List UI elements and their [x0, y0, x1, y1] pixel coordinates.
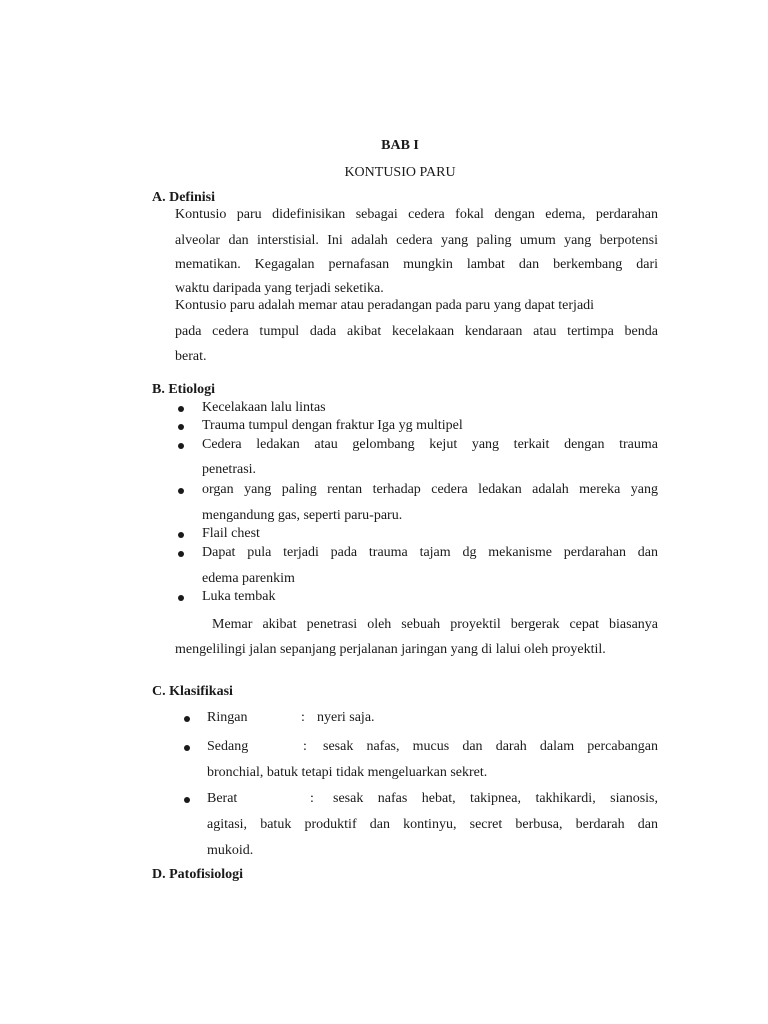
klasifikasi-desc: nyeri saja.	[317, 710, 375, 725]
etiologi-item: Luka tembak	[202, 589, 276, 604]
klasifikasi-desc: sesak nafas, mucus dan darah dalam percabangan	[323, 739, 658, 754]
section-a-line: mematikan. Kegagalan pernafasan mungkin lambat dan berkembang dari	[175, 257, 658, 272]
bullet-icon	[178, 488, 184, 494]
etiologi-item: Dapat pula terjadi pada trauma tajam dg mekanisme perdarahan dan	[202, 545, 658, 560]
etiologi-item: Kecelakaan lalu lintas	[202, 400, 326, 415]
etiologi-item-continuation: penetrasi.	[202, 462, 257, 477]
bullet-icon	[178, 406, 184, 412]
klasifikasi-desc-continuation: mukoid.	[207, 843, 254, 858]
klasifikasi-term: Sedang	[207, 739, 249, 754]
klasifikasi-desc-continuation: bronchial, batuk tetapi tidak mengeluarkan sekret.	[207, 765, 488, 780]
klasifikasi-term: Berat	[207, 791, 238, 806]
section-b-heading: B. Etiologi	[152, 382, 216, 397]
bullet-icon	[178, 443, 184, 449]
section-a-line: berat.	[175, 349, 207, 364]
section-a-line: alveolar dan interstisial. Ini adalah cedera yang paling umum yang berpotensi	[175, 233, 658, 248]
section-d-heading: D. Patofisiologi	[152, 867, 243, 882]
section-c-heading: C. Klasifikasi	[152, 684, 233, 699]
klasifikasi-separator: :	[303, 739, 307, 754]
chapter-title: BAB I	[381, 138, 419, 153]
section-a-line: pada cedera tumpul dada akibat kecelakaan kendaraan atau tertimpa benda	[175, 324, 658, 339]
etiologi-item: organ yang paling rentan terhadap cedera ledakan adalah mereka yang	[202, 482, 658, 497]
bullet-icon	[184, 797, 190, 803]
etiologi-item-continuation: mengandung gas, seperti paru-paru.	[202, 508, 403, 523]
bullet-icon	[184, 716, 190, 722]
klasifikasi-desc: sesak nafas hebat, takipnea, takhikardi, sianosis,	[333, 791, 658, 806]
etiologi-paragraph: mengelilingi jalan sepanjang perjalanan jaringan yang di lalui oleh proyektil.	[175, 642, 606, 657]
etiologi-paragraph: Memar akibat penetrasi oleh sebuah proyektil bergerak cepat biasanya	[212, 617, 658, 632]
bullet-icon	[178, 424, 184, 430]
chapter-subtitle: KONTUSIO PARU	[344, 165, 456, 180]
etiologi-item: Cedera ledakan atau gelombang kejut yang terkait dengan trauma	[202, 437, 658, 452]
klasifikasi-term: Ringan	[207, 710, 248, 725]
etiologi-item: Trauma tumpul dengan fraktur Iga yg multipel	[202, 418, 463, 433]
section-a-line: Kontusio paru didefinisikan sebagai cedera fokal dengan edema, perdarahan	[175, 207, 658, 222]
etiologi-item: Flail chest	[202, 526, 260, 541]
bullet-icon	[178, 595, 184, 601]
bullet-icon	[178, 532, 184, 538]
bullet-icon	[184, 745, 190, 751]
section-a-line: waktu daripada yang terjadi seketika.	[175, 281, 384, 296]
klasifikasi-separator: :	[301, 710, 305, 725]
etiologi-item-continuation: edema parenkim	[202, 571, 295, 586]
klasifikasi-desc-continuation: agitasi, batuk produktif dan kontinyu, secret berbusa, berdarah dan	[207, 817, 658, 832]
section-a-heading: A. Definisi	[152, 190, 215, 205]
bullet-icon	[178, 551, 184, 557]
klasifikasi-separator: :	[310, 791, 314, 806]
section-a-line: Kontusio paru adalah memar atau peradangan pada paru yang dapat terjadi	[175, 298, 595, 313]
